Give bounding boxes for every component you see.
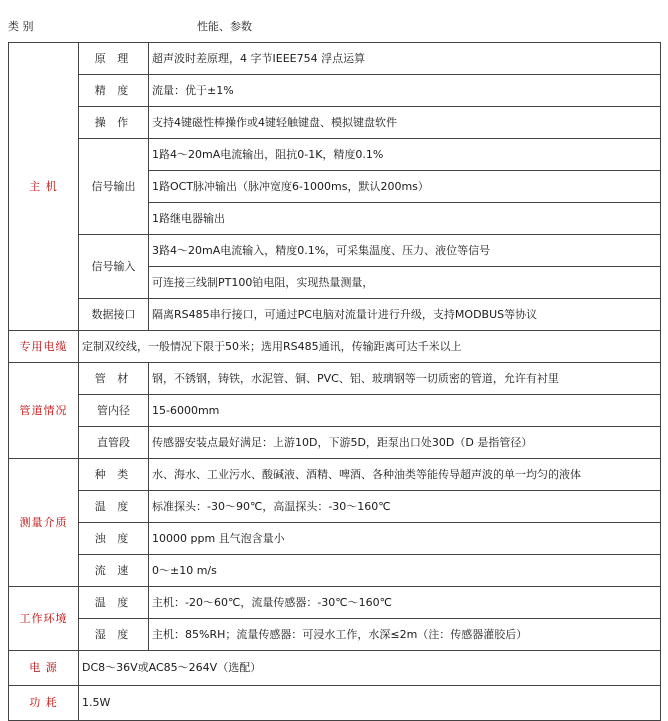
param-principle: 原 理: [79, 43, 149, 75]
table-row: [9, 587, 661, 619]
table-row: [9, 555, 661, 587]
value-medium-turbidity: 10000 ppm 且气泡含量小: [149, 523, 661, 555]
value-signal-input-2: 可连接三线制PT100铂电阻，实现热量测量，: [149, 267, 661, 299]
value-medium-velocity: 0～±10 m/s: [149, 555, 661, 587]
value-env-temperature: 主机：-20～60℃，流量传感器：-30℃～160℃: [149, 587, 661, 619]
table-row: [9, 331, 661, 363]
table-row: [9, 523, 661, 555]
table-header: [0, 0, 668, 42]
table-row: [9, 75, 661, 107]
table-row: [9, 427, 661, 459]
value-power-supply: DC8～36V或AC85～264V（选配）: [79, 651, 661, 686]
param-operation: 操 作: [79, 107, 149, 139]
value-signal-output-2: 1路OCT脉冲输出（脉冲宽度6-1000ms，默认200ms）: [149, 171, 661, 203]
param-medium-kind: 种 类: [79, 459, 149, 491]
param-straight-pipe: 直管段: [79, 427, 149, 459]
category-medium: 测量介质: [9, 459, 79, 587]
category-environment: 工作环境: [9, 587, 79, 651]
table-row: [9, 619, 661, 651]
value-straight-pipe: 传感器安装点最好满足：上游10D，下游5D，距泵出口处30D（D 是指管径）: [149, 427, 661, 459]
param-signal-input: 信号输入: [79, 235, 149, 299]
param-medium-turbidity: 浊 度: [79, 523, 149, 555]
table-row: [9, 299, 661, 331]
param-env-humidity: 湿 度: [79, 619, 149, 651]
table-row: [9, 491, 661, 523]
table-row: [9, 686, 661, 721]
value-cable: 定制双绞线，一般情况下限于50米；选用RS485通讯，传输距离可达千米以上: [79, 331, 661, 363]
category-pipe: 管道情况: [9, 363, 79, 459]
param-signal-output: 信号输出: [79, 139, 149, 235]
table-row: [9, 235, 661, 267]
value-signal-input-1: 3路4～20mA电流输入，精度0.1%，可采集温度、压力、液位等信号: [149, 235, 661, 267]
param-pipe-material: 管 材: [79, 363, 149, 395]
table-row: [9, 395, 661, 427]
param-medium-velocity: 流 速: [79, 555, 149, 587]
param-accuracy: 精 度: [79, 75, 149, 107]
table-row: [9, 363, 661, 395]
value-pipe-diameter: 15-6000mm: [149, 395, 661, 427]
value-power-consumption: 1.5W: [79, 686, 661, 721]
value-accuracy: 流量：优于±1%: [149, 75, 661, 107]
param-data-interface: 数据接口: [79, 299, 149, 331]
category-cable: 专用电缆: [9, 331, 79, 363]
table-row: [9, 43, 661, 75]
param-env-temperature: 温 度: [79, 587, 149, 619]
value-operation: 支持4键磁性棒操作或4键轻触键盘、模拟键盘软件: [149, 107, 661, 139]
value-medium-temperature: 标准探头：-30～90℃，高温探头：-30～160℃: [149, 491, 661, 523]
category-power-supply: 电 源: [9, 651, 79, 686]
value-data-interface: 隔离RS485串行接口，可通过PC电脑对流量计进行升级，支持MODBUS等协议: [149, 299, 661, 331]
param-medium-temperature: 温 度: [79, 491, 149, 523]
table-row: [9, 651, 661, 686]
value-principle: 超声波时差原理，4 字节IEEE754 浮点运算: [149, 43, 661, 75]
table-row: [9, 107, 661, 139]
value-signal-output-1: 1路4～20mA电流输出，阻抗0-1K，精度0.1%: [149, 139, 661, 171]
header-params: 性能、参数: [197, 20, 252, 33]
header-category: 类 别: [8, 20, 34, 33]
category-power-consumption: 功 耗: [9, 686, 79, 721]
value-env-humidity: 主机：85%RH；流量传感器：可浸水工作，水深≤2m（注：传感器灌胶后）: [149, 619, 661, 651]
table-row: [9, 459, 661, 491]
table-row: [9, 139, 661, 171]
value-medium-kind: 水、海水、工业污水、酸碱液、酒精、啤酒、各种油类等能传导超声波的单一均匀的液体: [149, 459, 661, 491]
param-pipe-diameter: 管内径: [79, 395, 149, 427]
value-pipe-material: 钢，不锈钢，铸铁，水泥管、铜、PVC、铝、玻璃钢等一切质密的管道，允许有衬里: [149, 363, 661, 395]
spec-table: [8, 42, 661, 721]
value-signal-output-3: 1路继电器输出: [149, 203, 661, 235]
category-host: 主 机: [9, 43, 79, 331]
